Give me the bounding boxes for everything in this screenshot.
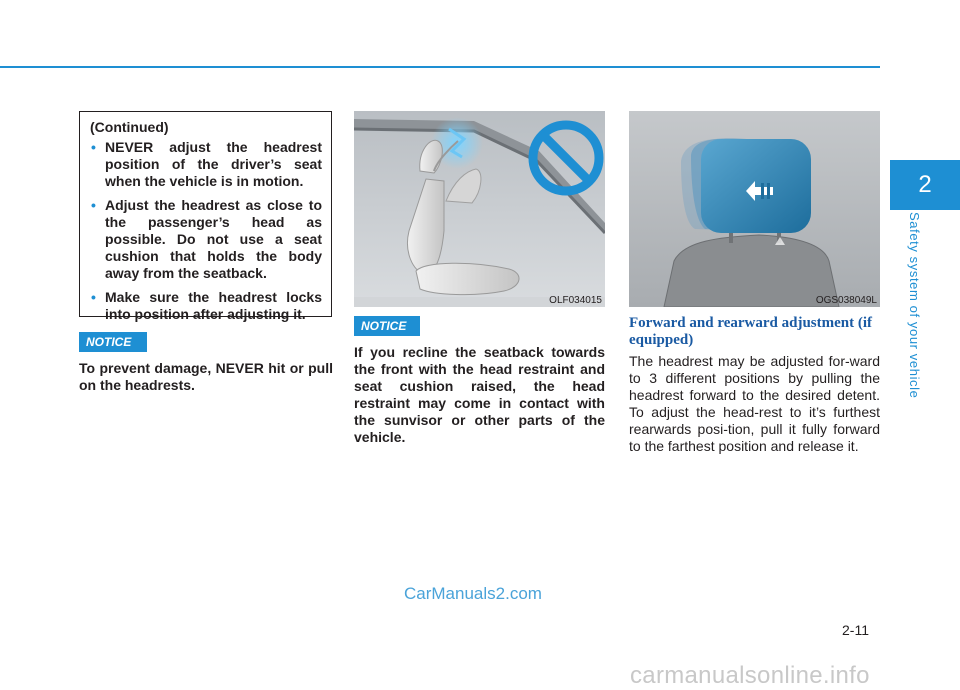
notice-text: If you recline the seatback towards the front with the head restraint and seat cushion raised, the head restraint may come in contact with the sunvisor or other parts of the vehicle. xyxy=(354,344,605,445)
warning-item: • Make sure the headrest locks into position after adjusting it. xyxy=(91,289,322,322)
warning-list xyxy=(90,139,322,323)
figure-code: OGS038049L xyxy=(815,295,877,306)
warning-title: (Continued) xyxy=(90,119,169,135)
watermark-link[interactable]: CarManuals2.com xyxy=(404,584,542,603)
chapter-number: 2 xyxy=(918,171,932,198)
header-rule xyxy=(0,66,880,68)
headrest-illustration xyxy=(629,111,880,307)
section-body: The headrest may be adjusted for-ward to 3 different positions by pulling the headrest forward to the desired detent. To adjust the head-rest to it’s furthest rearwards posi-tion, pull it fully forward to the farthest position and release it. xyxy=(629,353,880,454)
warning-item: • Adjust the headrest as close to the passenger’s head as possible. Do not use a seat cushion that holds the body away from the seatback. xyxy=(91,197,322,281)
figure-headrest xyxy=(629,111,880,307)
warning-item: • NEVER adjust the headrest position of the driver’s seat when the vehicle is in motion. xyxy=(91,139,322,189)
notice-badge: NOTICE xyxy=(354,316,420,336)
bullet-icon: • xyxy=(91,289,96,305)
figure-code: OLF034015 xyxy=(549,295,602,306)
warning-box xyxy=(79,111,332,322)
notice-badge: NOTICE xyxy=(79,332,147,352)
notice-text: To prevent damage, NEVER hit or pull on the headrests. xyxy=(79,360,333,393)
page-number: 2-11 xyxy=(842,622,869,638)
section-heading: Forward and rearward adjustment (if equipped) xyxy=(629,315,873,348)
chapter-title: Safety system of your vehicle xyxy=(907,212,922,399)
watermark-footer[interactable]: carmanualsonline.info xyxy=(630,662,870,689)
bullet-icon: • xyxy=(91,197,96,213)
chapter-title-vertical xyxy=(903,212,923,412)
bullet-icon: • xyxy=(91,139,96,155)
chapter-tab xyxy=(890,160,960,210)
seat-recline-illustration xyxy=(354,111,605,307)
figure-seat-recline xyxy=(354,111,605,307)
